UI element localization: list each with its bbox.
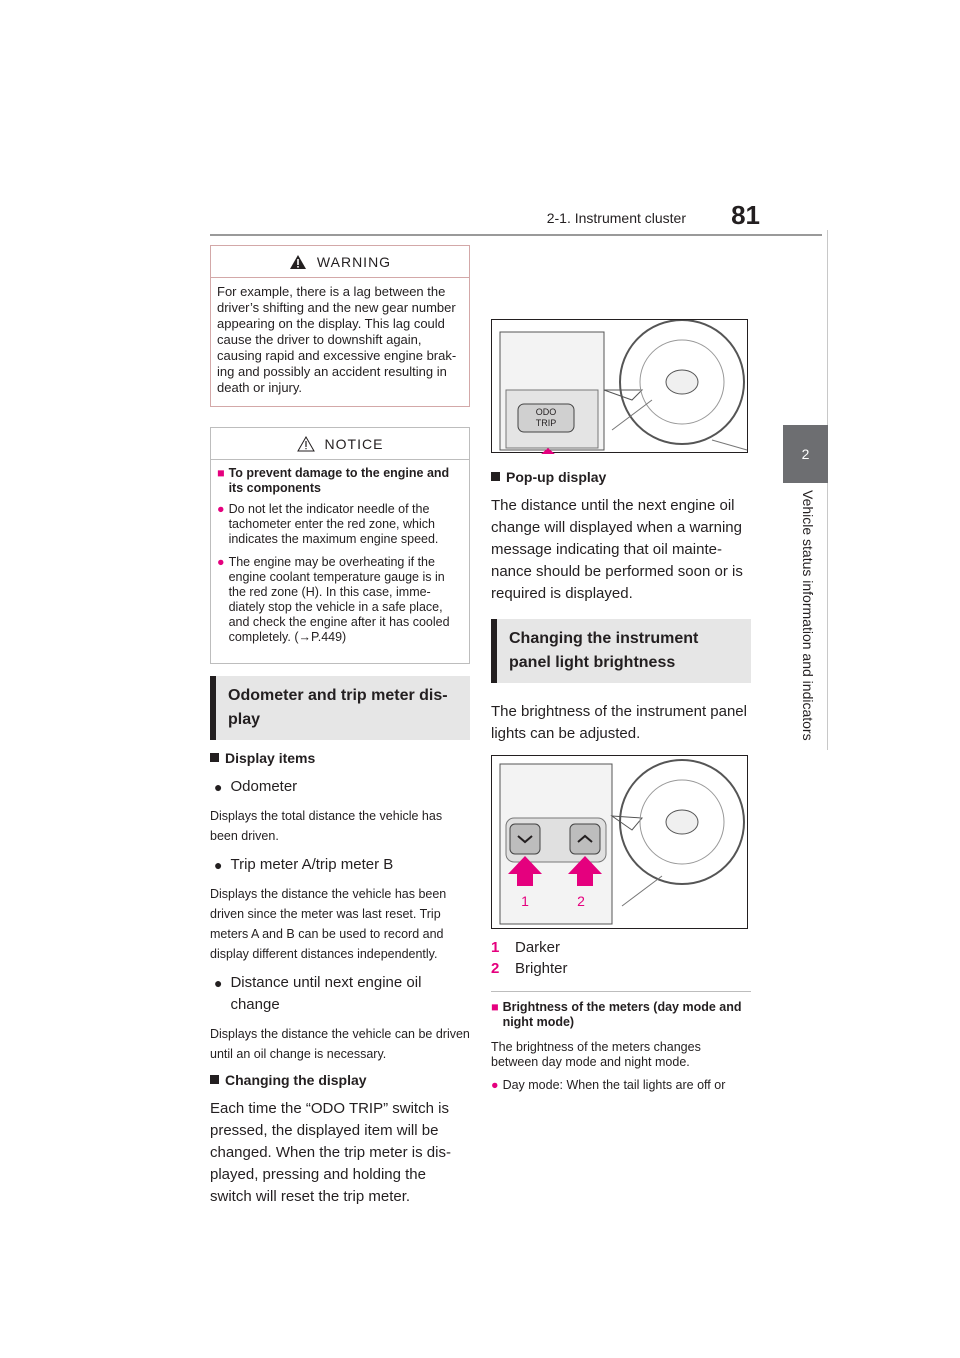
left-column (210, 245, 470, 1218)
notice-header (211, 428, 469, 460)
brightness-meters-heading: ■ Brightness of the meters (day mode and night mode) (491, 1000, 742, 1029)
notice-box (210, 427, 470, 664)
square-marker-icon: ■ (217, 466, 225, 480)
popup-heading: Pop-up display (491, 469, 751, 485)
display-items-heading: Display items (210, 750, 470, 766)
odo-trip-switch-illustration (491, 319, 748, 453)
square-marker-icon: ■ (491, 1000, 499, 1014)
trip-meter-item: ● Trip meter A/trip meter B (214, 854, 470, 876)
warning-triangle-icon (289, 254, 307, 270)
brighter-label-row: 2 Brighter (491, 960, 568, 977)
circle-marker-icon: ● (217, 555, 225, 569)
odo-label: ODO (535, 407, 557, 417)
header-rule (210, 234, 822, 236)
trip-label: TRIP (535, 418, 557, 428)
continued-text-spacer (491, 245, 751, 311)
page-header (210, 200, 822, 236)
steering-wheel-drawing (492, 320, 749, 454)
brightness-meters-text: The brightness of the meters changes between day mode and night mode. (491, 1040, 701, 1069)
bullet-dot-icon: ● (214, 779, 223, 795)
darker-label-row: 1 Darker (491, 939, 561, 956)
brightness-drawing (492, 756, 749, 930)
odometer-item: ● Odometer (214, 776, 470, 798)
notice-body (211, 460, 469, 663)
changing-display-text: Each time the “ODO TRIP” switch is pressed, the displayed item will be changed. When the trip meter is dis-played, pressing and holding the switch will reset the trip meter. (210, 1100, 451, 1205)
oil-change-desc: Displays the distance the vehicle can be driven until an oil change is necessary. (210, 1027, 470, 1061)
day-mode-item: ● Day mode: When the tail lights are off or (491, 1078, 726, 1092)
circle-marker-icon: ● (491, 1078, 499, 1092)
notice-item: ● Do not let the indicator needle of the tachometer enter the red zone, which indicates the maximum engine speed. (217, 502, 439, 546)
notice-triangle-icon (297, 436, 315, 452)
changing-display-heading: Changing the display (210, 1072, 470, 1088)
brightness-text: The brightness of the instrument panel lights can be adjusted. (491, 703, 747, 742)
right-column (491, 245, 751, 1093)
chapter-title: Vehicle status information and indicators (800, 490, 816, 741)
square-bullet-icon (210, 1075, 219, 1084)
warning-header (211, 246, 469, 278)
notice-heading: ■ To prevent damage to the engine and its components (217, 466, 450, 495)
trip-meter-desc: Displays the distance the vehicle has been driven since the meter was last reset. Trip meters A and B can be used to record and display different distances independently. (210, 887, 447, 961)
side-divider (827, 230, 828, 750)
label-2: 2 (577, 893, 585, 909)
warning-text: For example, there is a lag between the driver’s shifting and the new gear number appearing on the display. This lag could cause the driver to downshift again, causing rapid and excessive engine brak-ing and possibly an accident resulting in death or injury. (217, 284, 457, 395)
warning-box (210, 245, 470, 407)
square-bullet-icon (491, 472, 500, 481)
popup-text: The distance until the next engine oil change will displayed when a warning message indicating that oil mainte-nance should be performed soon or is required is displayed. (491, 497, 743, 602)
brightness-banner: Changing the instrument panel light brightness (491, 619, 751, 683)
warning-title: WARNING (316, 253, 392, 270)
oil-change-item: ● Distance until next engine oil change (214, 972, 470, 1016)
brightness-switch-illustration (491, 755, 748, 929)
chapter-tab: 2 (783, 425, 828, 483)
section-title: 2-1. Instrument cluster (546, 210, 686, 226)
odometer-desc: Displays the total distance the vehicle has been driven. (210, 809, 443, 843)
circle-marker-icon: ● (217, 502, 225, 516)
bullet-dot-icon: ● (214, 975, 223, 991)
label-1: 1 (521, 893, 529, 909)
page-number: 81 (731, 200, 760, 230)
square-bullet-icon (210, 753, 219, 762)
odometer-banner: Odometer and trip meter dis-play (210, 676, 470, 740)
notice-item: ● The engine may be overheating if the engine coolant temperature gauge is in the red zone (H). In this case, imme-diately stop the vehicle in a safe place, and check the engine after it has cooled completely. (→P.449) (217, 555, 450, 644)
bullet-dot-icon: ● (214, 857, 223, 873)
notice-title: NOTICE (324, 435, 384, 452)
brightness-meters-section (491, 991, 751, 1093)
